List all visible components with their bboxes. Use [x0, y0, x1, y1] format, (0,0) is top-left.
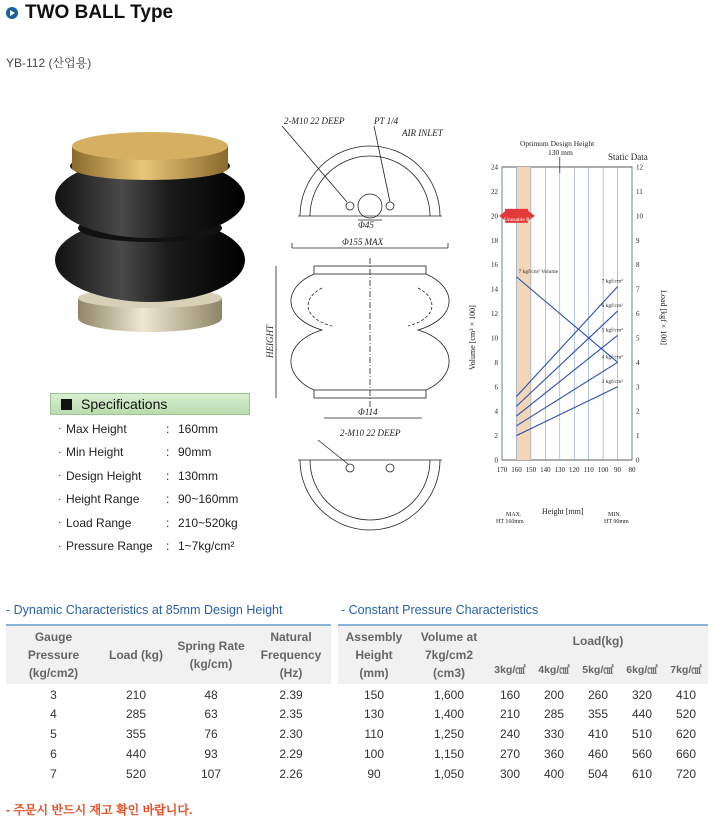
table-cell: 48: [204, 688, 218, 702]
y-right-tick-label: 11: [636, 187, 643, 196]
table-cell: 110: [364, 727, 384, 741]
technical-drawing: [262, 118, 462, 548]
table-cell: 1,400: [433, 707, 465, 721]
spec-value: 90~160mm: [178, 492, 239, 507]
x-tick-label: 100: [597, 466, 609, 474]
y-left-tick-label: 24: [491, 163, 498, 172]
y-right-tick-label: 8: [636, 261, 640, 270]
table-cell: 440: [631, 707, 653, 721]
unusable-annotation: Unusable Range: [504, 217, 541, 223]
x-tick-label: 160: [511, 466, 522, 474]
table-cell: 5: [50, 727, 57, 741]
spec-row: · Min Height : 90mm: [58, 441, 268, 465]
table-row: [6, 764, 331, 784]
y-right-tick-label: 6: [636, 310, 640, 318]
table-cell: 330: [543, 727, 565, 741]
table-row: [338, 724, 708, 744]
specifications-list: [58, 417, 268, 558]
table-cell: 1,600: [433, 688, 465, 702]
table-cell: 320: [631, 688, 653, 702]
table-cell: 160: [499, 688, 521, 702]
phi155-label: Φ155 MAX: [342, 237, 384, 247]
series-label: 4 kgf/cm²: [601, 354, 623, 361]
constant-section-title: - Constant Pressure Characteristics: [341, 603, 539, 617]
x-tick-label: 150: [525, 466, 537, 474]
table-row: [6, 684, 331, 704]
table-cell: 300: [499, 767, 521, 781]
table-row: [338, 744, 708, 764]
table-cell: 400: [543, 767, 565, 781]
table-cell: 660: [675, 747, 697, 761]
column-header: Assembly Height (mm): [338, 625, 410, 684]
column-header: Natural Frequency (Hz): [251, 625, 331, 684]
spec-row: · Max Height : 160mm: [58, 417, 268, 441]
max-value: HT 160mm: [496, 519, 524, 525]
y-left-tick-label: 14: [491, 285, 498, 294]
square-bullet-icon: [61, 399, 72, 410]
table-cell: 63: [204, 707, 218, 721]
page-header: [6, 2, 173, 24]
dynamic-table: [6, 624, 331, 784]
spec-row: · Load Range : 210~520kg: [58, 511, 268, 535]
spec-row: · Design Height : 130mm: [58, 464, 268, 488]
y-left-tick-label: 6: [494, 383, 498, 392]
air-inlet-pt-label: PT 1/4: [374, 116, 399, 126]
column-subheader: 4kg/㎠: [532, 655, 576, 684]
table-row: [338, 704, 708, 724]
arrow-bullet-icon: [6, 7, 18, 19]
table-cell: 440: [125, 747, 147, 761]
series-label: 7 kgf/cm²: [601, 278, 623, 285]
height-label: HEIGHT: [265, 325, 275, 358]
spec-label: Height Range: [66, 492, 140, 507]
bottom-bolt-label: 2-M10 22 DEEP: [340, 428, 401, 438]
series-line: [516, 335, 617, 416]
table-cell: 7: [50, 767, 57, 781]
phi114-label: Φ114: [358, 407, 378, 417]
y-left-tick-label: 0: [494, 456, 498, 465]
table-cell: 76: [204, 727, 218, 741]
column-header: Spring Rate (kg/cm): [171, 625, 251, 684]
y-left-tick-label: 20: [491, 212, 498, 221]
max-annotation: MAX.: [506, 512, 522, 518]
table-cell: 1,250: [433, 727, 465, 741]
table-cell: 285: [543, 707, 565, 721]
table-cell: 620: [675, 727, 697, 741]
table-header-row: [6, 625, 331, 684]
constant-table: [338, 624, 708, 784]
min-value: HT 90mm: [604, 519, 629, 525]
y-left-tick-label: 4: [494, 407, 498, 416]
y-right-tick-label: 9: [636, 236, 640, 245]
column-header: Volume at 7kg/cm2 (cm3): [410, 625, 488, 684]
table-cell: 2.30: [279, 727, 303, 741]
table-cell: 355: [587, 707, 609, 721]
x-tick-label: 110: [583, 466, 594, 474]
order-notice: - 주문시 반드시 재고 확인 바랍니다.: [6, 803, 193, 817]
table-cell: 4: [50, 707, 57, 721]
spec-value: 160mm: [178, 421, 219, 436]
table-cell: 90: [367, 767, 381, 781]
y-right-label: Load [kgf × 100]: [659, 290, 668, 345]
y-left-label: Volume [cm³ × 100]: [468, 305, 477, 370]
optimum-annotation: Optimum Design Height: [520, 139, 595, 148]
spec-value: 90mm: [178, 445, 212, 460]
x-tick-label: 80: [628, 466, 636, 474]
table-cell: 107: [200, 767, 222, 781]
table-cell: 2.35: [279, 707, 303, 721]
x-tick-label: 90: [614, 466, 622, 474]
table-cell: 100: [363, 747, 385, 761]
y-left-tick-label: 10: [491, 334, 498, 343]
table-cell: 560: [631, 747, 653, 761]
min-annotation: MIN.: [608, 512, 622, 518]
y-left-tick-label: 18: [491, 236, 498, 245]
table-header-row: [338, 625, 708, 655]
column-subheader: 6kg/㎠: [620, 655, 664, 684]
y-right-tick-label: 4: [636, 358, 640, 367]
x-tick-label: 140: [540, 466, 551, 474]
spec-row: · Pressure Range : 1~7kg/cm²: [58, 535, 268, 559]
table-cell: 270: [499, 747, 521, 761]
table-cell: 200: [543, 688, 565, 702]
column-header: Load(kg): [488, 625, 708, 655]
spec-value: 1~7kg/cm²: [178, 539, 235, 554]
table-row: [6, 704, 331, 724]
table-row: [6, 724, 331, 744]
y-right-tick-label: 5: [636, 334, 640, 343]
table-cell: 3: [50, 688, 57, 702]
table-cell: 355: [125, 727, 147, 741]
model-number: YB-112 (산업용): [6, 56, 92, 70]
column-header: Gauge Pressure (kg/cm2): [6, 625, 101, 684]
y-right-tick-label: 1: [636, 432, 640, 441]
spec-row: · Height Range : 90~160mm: [58, 488, 268, 512]
table-cell: 240: [499, 727, 521, 741]
series-label: 3 kgf/cm²: [601, 378, 623, 385]
spec-value: 210~520kg: [178, 515, 238, 530]
x-axis-label: Height [mm]: [542, 507, 584, 516]
table-row: [338, 684, 708, 704]
product-photo: [50, 120, 250, 340]
chart-series: [516, 268, 623, 436]
y-right-tick-label: 2: [636, 407, 640, 416]
series-label: 5 kgf/cm²: [601, 327, 623, 334]
phi45-label: Φ45: [358, 220, 374, 230]
column-subheader: 5kg/㎠: [576, 655, 620, 684]
table-cell: 410: [587, 727, 609, 741]
table-cell: 510: [631, 727, 653, 741]
table-cell: 210: [125, 688, 147, 702]
table-cell: 260: [587, 688, 609, 702]
table-cell: 285: [125, 707, 147, 721]
spec-label: Load Range: [66, 515, 132, 530]
column-subheader: 3kg/㎠: [488, 655, 532, 684]
air-inlet-label: AIR INLET: [402, 128, 443, 138]
table-cell: 2.26: [279, 767, 303, 781]
y-right-tick-label: 10: [636, 212, 643, 221]
table-cell: 360: [543, 747, 565, 761]
table-cell: 130: [363, 707, 385, 721]
table-cell: 610: [631, 767, 653, 781]
y-right-tick-label: 3: [636, 383, 640, 392]
x-tick-label: 120: [568, 466, 580, 474]
series-label: 6 kgf/cm²: [601, 303, 623, 310]
table-cell: 150: [363, 688, 385, 702]
table-row: [6, 744, 331, 764]
y-right-tick-label: 0: [636, 456, 640, 465]
table-cell: 1,150: [433, 747, 465, 761]
y-left-tick-label: 12: [491, 310, 498, 318]
table-cell: 460: [587, 747, 609, 761]
y-right-tick-label: 7: [636, 285, 640, 294]
y-left-tick-label: 16: [491, 261, 498, 270]
x-tick-label: 170: [496, 466, 508, 474]
table-cell: 520: [125, 767, 147, 781]
table-cell: 93: [204, 747, 218, 761]
spec-value: 130mm: [178, 468, 219, 483]
table-cell: 2.29: [279, 747, 303, 761]
chart-title: Static Data: [608, 152, 648, 162]
dynamic-section-title: - Dynamic Characteristics at 85mm Design Height: [6, 603, 283, 617]
table-cell: 210: [499, 707, 521, 721]
spec-label: Min Height: [66, 445, 124, 460]
table-row: [338, 764, 708, 784]
table-cell: 1,050: [433, 767, 465, 781]
static-data-chart: [462, 130, 668, 530]
table-cell: 520: [675, 707, 697, 721]
y-left-tick-label: 2: [494, 432, 498, 441]
specifications-header: [50, 393, 250, 415]
table-cell: 6: [50, 747, 57, 761]
table-cell: 410: [675, 688, 697, 702]
table-cell: 2.39: [279, 688, 303, 702]
series-label: 7 kgf/cm² Volume: [518, 268, 559, 275]
x-tick-label: 130: [554, 466, 566, 474]
spec-label: Design Height: [66, 468, 142, 483]
specifications-title: Specifications: [81, 396, 168, 412]
page-title: TWO BALL Type: [25, 2, 174, 23]
top-bolt-label: 2-M10 22 DEEP: [284, 116, 345, 126]
series-line: [516, 277, 617, 362]
y-right-tick-label: 12: [636, 163, 643, 172]
y-left-tick-label: 22: [491, 187, 498, 196]
y-left-tick-label: 8: [494, 358, 498, 367]
column-subheader: 7kg/㎠: [664, 655, 708, 684]
column-header: Load (kg): [101, 625, 171, 684]
optimum-value: 130 mm: [548, 148, 573, 157]
spec-label: Max Height: [66, 421, 127, 436]
table-cell: 720: [675, 767, 697, 781]
table-cell: 504: [587, 767, 609, 781]
spec-label: Pressure Range: [66, 539, 153, 554]
